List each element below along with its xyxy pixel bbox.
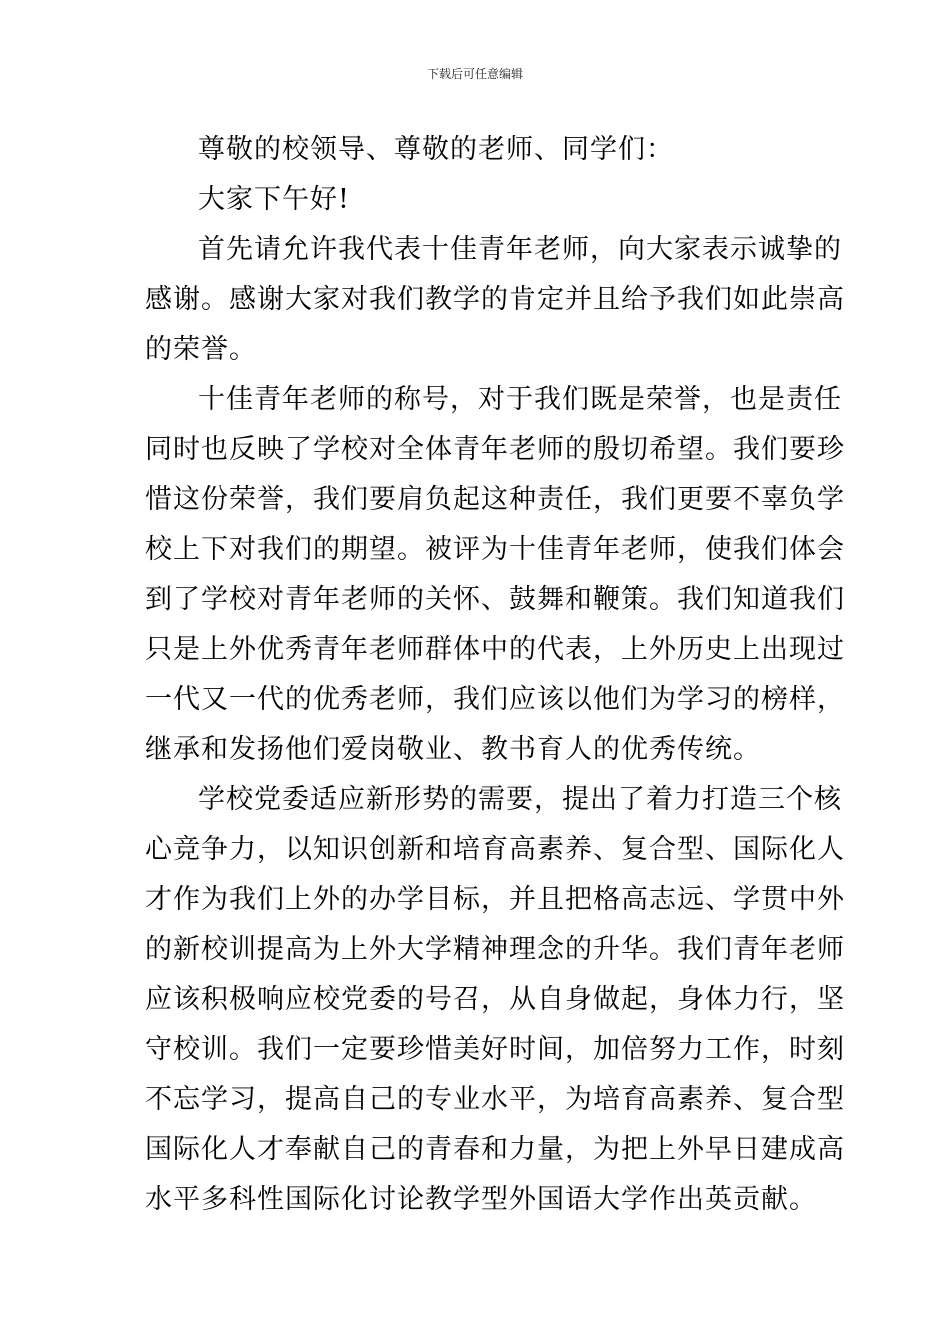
- paragraph-2-line-5: 到了学校对青年老师的关怀、鼓舞和鞭策。我们知道我们: [145, 584, 845, 615]
- paragraph-2-line-3: 惜这份荣誉，我们要肩负起这种责任，我们更要不辜负学: [145, 484, 845, 515]
- salutation-line: 尊敬的校领导、尊敬的老师、同学们：: [198, 134, 674, 165]
- download-note: 下载后可任意编辑: [426, 67, 523, 81]
- paragraph-2-line-6: 只是上外优秀青年老师群体中的代表，上外历史上出现过: [145, 634, 845, 665]
- paragraph-1-line-2: 感谢。感谢大家对我们教学的肯定并且给予我们如此崇高: [145, 284, 845, 315]
- paragraph-3-line-2: 心竞争力，以知识创新和培育高素养、复合型、国际化人: [145, 834, 845, 865]
- paragraph-2-line-8: 继承和发扬他们爱岗敬业、教书育人的优秀传统。: [145, 734, 761, 765]
- paragraph-3-line-8: 国际化人才奉献自己的青春和力量，为把上外早日建成高: [145, 1134, 845, 1165]
- paragraph-3-line-9: 水平多科性国际化讨论教学型外国语大学作出英贡献。: [145, 1184, 817, 1215]
- paragraph-2-line-1: 十佳青年老师的称号，对于我们既是荣誉，也是责任: [198, 384, 842, 415]
- paragraph-2-line-4: 校上下对我们的期望。被评为十佳青年老师，使我们体会: [145, 534, 845, 565]
- paragraph-3-line-7: 不忘学习，提高自己的专业水平，为培育高素养、复合型: [145, 1084, 845, 1115]
- paragraph-2-line-2: 同时也反映了学校对全体青年老师的殷切希望。我们要珍: [145, 434, 845, 465]
- paragraph-3-line-4: 的新校训提高为上外大学精神理念的升华。我们青年老师: [145, 934, 845, 965]
- paragraph-1-line-3: 的荣誉。: [145, 334, 257, 365]
- greeting-line: 大家下午好!: [198, 184, 350, 215]
- paragraph-3-line-1: 学校党委适应新形势的需要，提出了着力打造三个核: [198, 784, 842, 815]
- paragraph-2-line-7: 一代又一代的优秀老师，我们应该以他们为学习的榜样，: [145, 684, 845, 715]
- paragraph-3-line-6: 守校训。我们一定要珍惜美好时间，加倍努力工作，时刻: [145, 1034, 845, 1065]
- paragraph-1-line-1: 首先请允许我代表十佳青年老师，向大家表示诚挚的: [198, 234, 842, 265]
- paragraph-3-line-3: 才作为我们上外的办学目标，并且把格高志远、学贯中外: [145, 884, 845, 915]
- paragraph-3-line-5: 应该积极响应校党委的号召，从自身做起，身体力行，坚: [145, 984, 845, 1015]
